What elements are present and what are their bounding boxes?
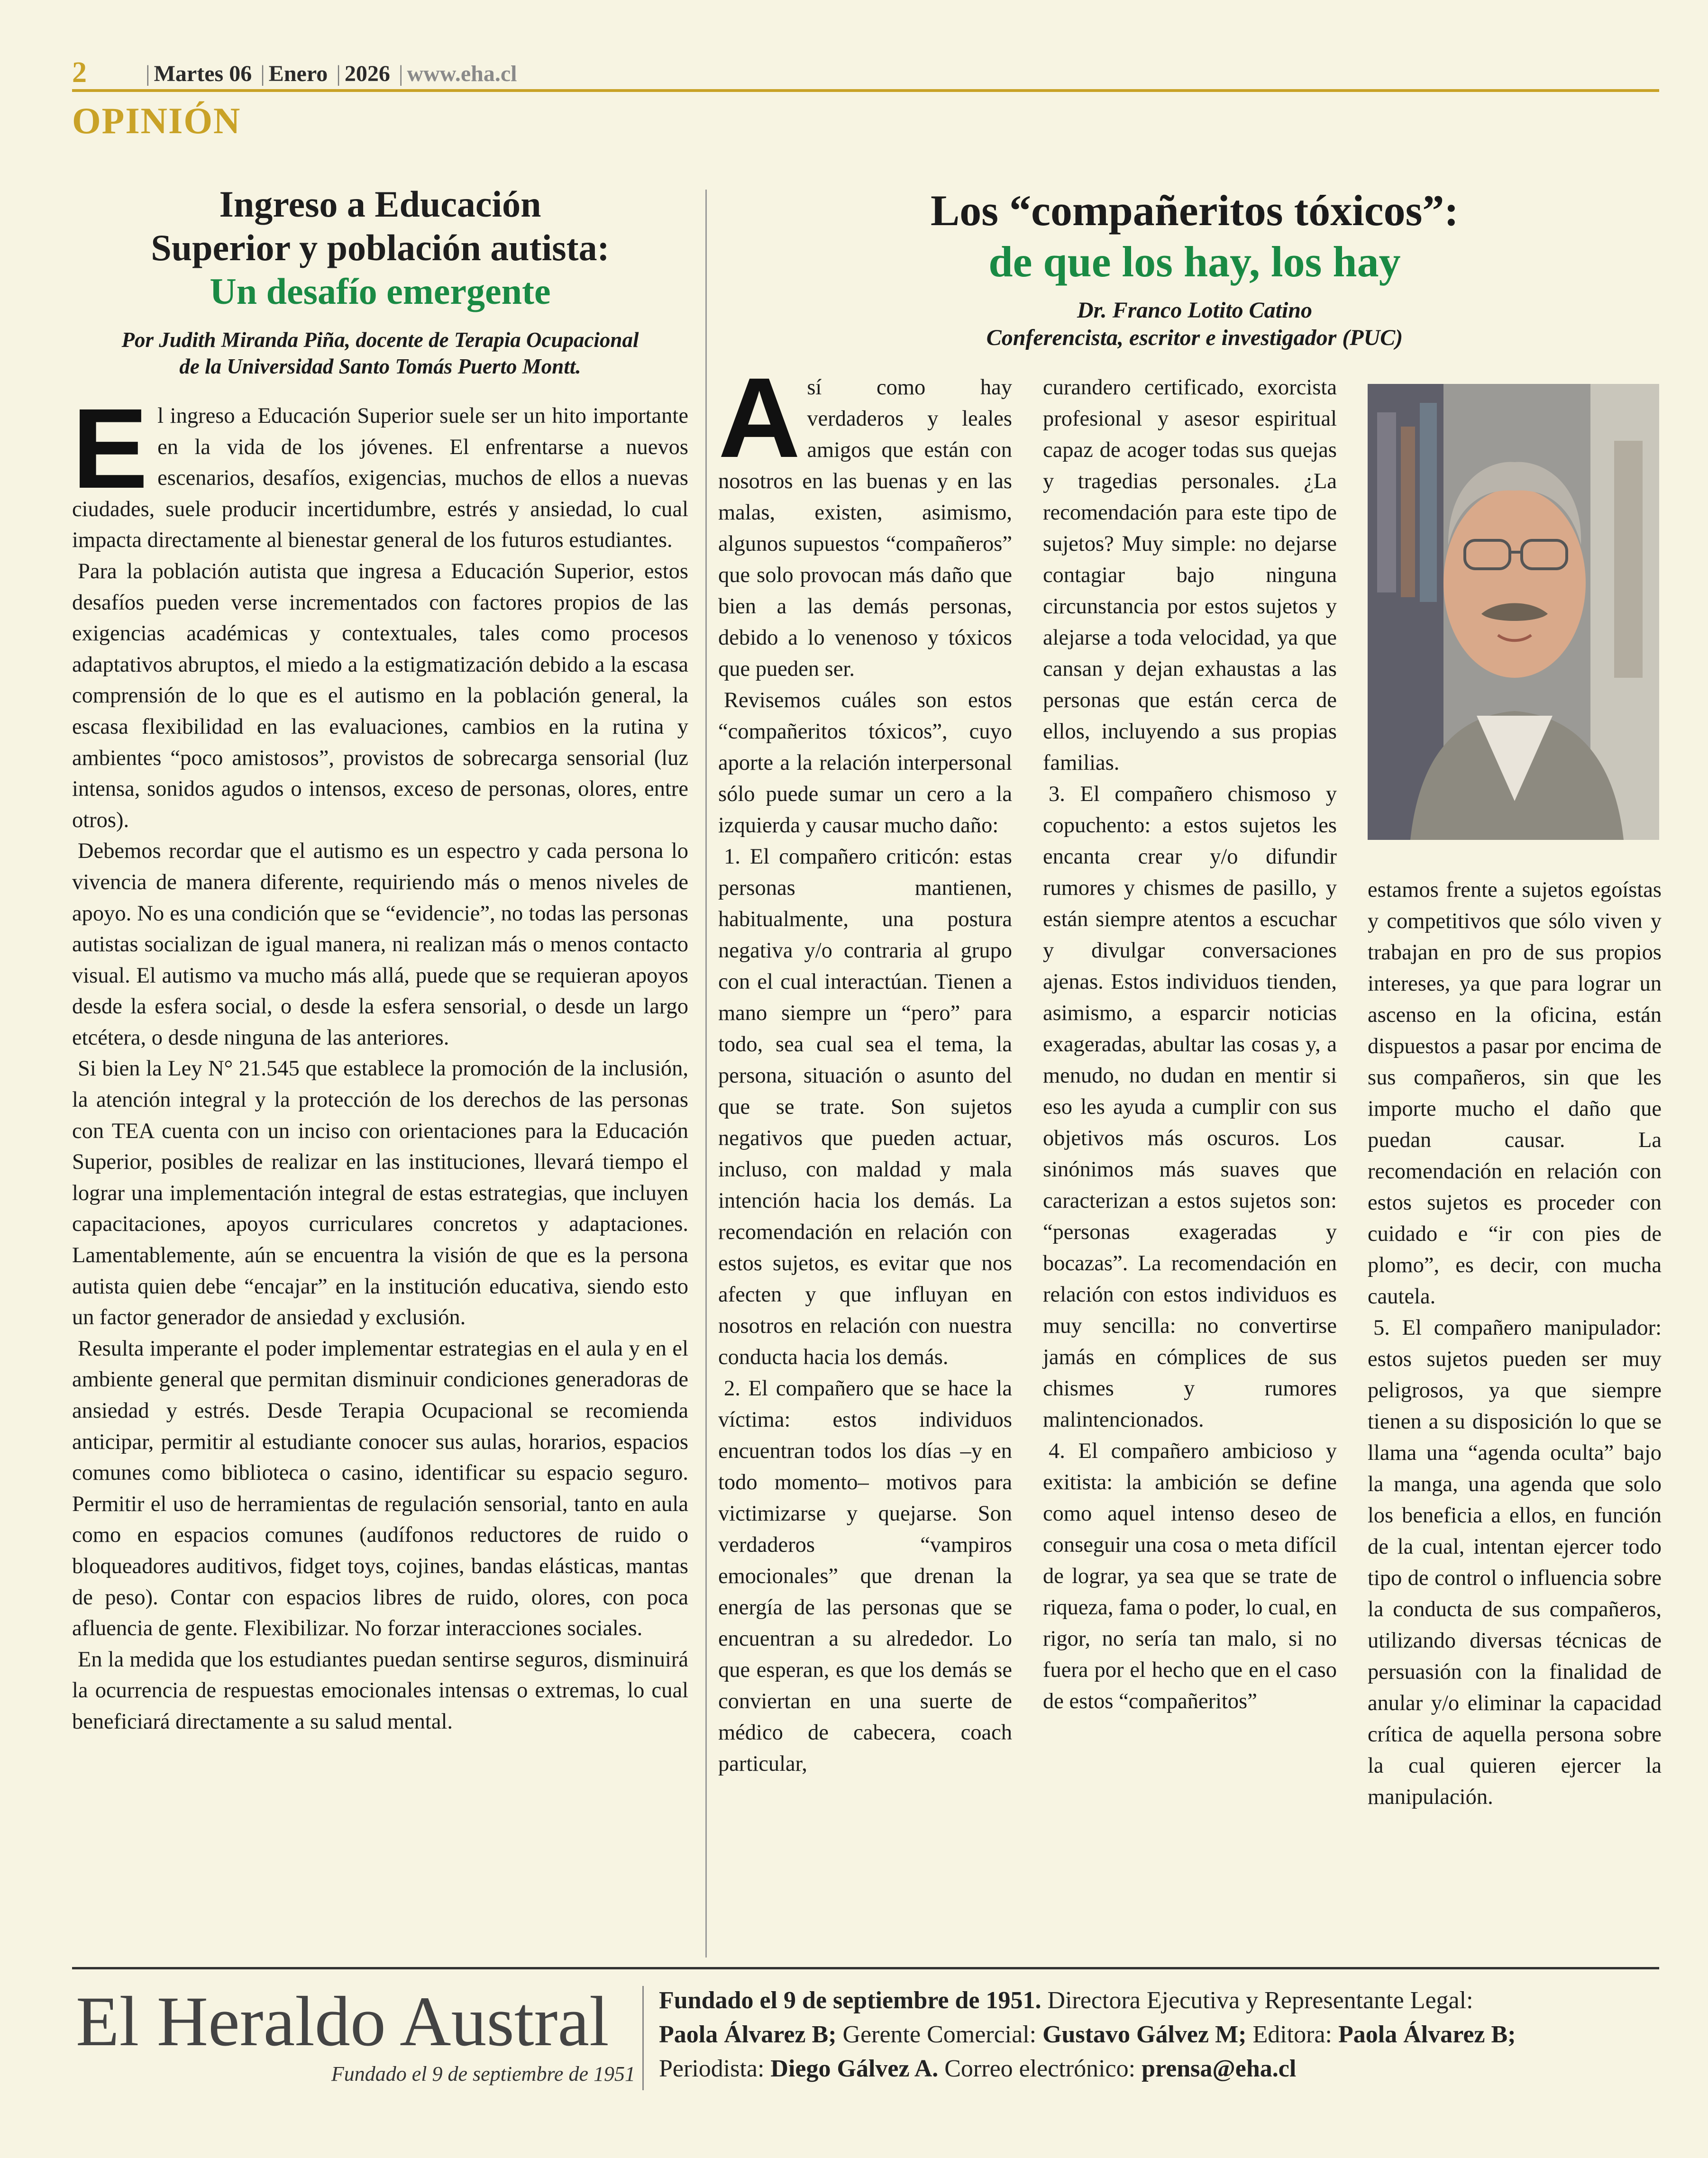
column-divider	[705, 190, 707, 1958]
right-article-headline	[730, 185, 1659, 352]
right-article-column-3	[1368, 874, 1662, 1813]
right-paragraph: curandero certificado, exorcista profesional y asesor espiritual capaz de acoger todas sus quejas y tragedias personales. ¿La recomendación para este tipo de sujetos? Muy simple: no dejarse contagiar bajo ninguna circunstancia por estos sujetos y alejarse a toda velocidad, ya que cansan y dejan exhaustas a las personas que están cerca de ellos, incluyendo a sus propias familias.	[1043, 375, 1337, 775]
footer-email-link[interactable]: prensa@eha.cl	[1142, 2055, 1297, 2082]
masthead-logo	[76, 1979, 635, 2085]
right-paragraph: 3. El compañero chismoso y copuchento: a estos sujetos les encanta crear y/o difundir rumores y chismes de pasillo, y están siempre atentos a escuchar y divulgar conversaciones ajenas. Estos individuos tienden, asimismo, a esparcir noticias exageradas, abultar las cosas y, a menudo, no dudan en mentir si eso les ayuda a cumplir con sus objetivos más oscuros. Los sinónimos más suaves que caracterizan a estos sujetos son: “personas exageradas y bocazas”. La recomendación en relación con estos individuos es muy sencilla: no convertirse jamás en cómplices de sus chismes y rumores malintencionados.	[1043, 782, 1337, 1432]
author-name: Dr. Franco Lotito Catino	[1077, 298, 1313, 323]
footer-editor-name: Paola Álvarez B;	[1338, 2021, 1516, 2048]
right-paragraph: Revisemos cuáles son estos “compañeritos tóxicos”, cuyo aporte a la relación interpersonal sólo puede sumar un cero a la izquierda y causar mucho daño:	[718, 688, 1012, 838]
author-portrait-illustration	[1368, 384, 1659, 840]
right-paragraph: 4. El compañero ambicioso y exitista: la ambición se define como aquel intenso deseo de conseguir una cosa o meta difícil de lograr, ya sea que se trate de riqueza, fama o poder, lo cual, en rigor, no sería tan malo, si no fuera por el hecho que en el caso de estos “compañeritos”	[1043, 1439, 1337, 1713]
header-rule	[72, 89, 1659, 92]
left-paragraph: En la medida que los estudiantes puedan sentirse seguros, disminuirá la ocurrencia de respuestas emocionales intensas o extremas, lo cual beneficiará directamente a su salud mental.	[72, 1647, 688, 1734]
footer-credits	[659, 1984, 1659, 2086]
left-article-headline	[72, 182, 688, 313]
page-number: 2	[72, 56, 87, 89]
right-dropcap: A	[718, 354, 801, 481]
right-article-column-1	[718, 354, 1012, 1780]
section-title: OPINIÓN	[72, 100, 241, 141]
left-article-body	[72, 385, 688, 1738]
left-title-line2: Superior y población autista:	[151, 227, 610, 268]
right-title-line1: Los “compañeritos tóxicos”:	[930, 186, 1459, 235]
footer-manager-label: Gerente Comercial:	[842, 2021, 1037, 2048]
author-role: Conferencista, escritor e investigador (PUC)	[986, 325, 1403, 350]
right-title-subtitle: de que los hay, los hay	[988, 237, 1401, 286]
left-paragraph: Resulta imperante el poder implementar estrategias en el aula y en el ambiente general que permitan disminuir condiciones generadoras de ansiedad y estrés. Desde Terapia Ocupacional se recomienda anticipar, permitir al estudiante conocer sus aulas, horarios, espacios comunes como biblioteca o casino, identificar su espacio seguro. Permitir el uso de herramientas de regulación sensorial, tanto en aula como en espacios comunes (audífonos reductores de ruido o bloqueadores auditivos, fidget toys, cojines, bandas elásticas, mantas de peso). Contar con espacios libres de ruido, olores, con poca afluencia de gente. Flexibilizar. No forzar interacciones sociales.	[72, 1336, 688, 1641]
left-dropcap: E	[72, 385, 148, 512]
footer-founded: Fundado el 9 de septiembre de 1951.	[659, 1987, 1041, 2014]
header-month: Enero	[268, 61, 328, 86]
logo-tagline: Fundado el 9 de septiembre de 1951	[331, 2062, 635, 2085]
footer-manager-name: Gustavo Gálvez M;	[1042, 2021, 1247, 2048]
footer-director-label: Directora Ejecutiva y Representante Legal:	[1047, 1987, 1473, 2014]
left-article	[72, 182, 688, 1738]
right-paragraph: estamos frente a sujetos egoístas y competitivos que sólo viven y trabajan en pro de sus propios intereses, ya que para lograr un ascenso en la oficina, están dispuestos a pasar por encima de sus compañeros, sin que les importe mucho el daño que puedan causar. La recomendación en relación con estos sujetos es proceder con cuidado e “ir con pies de plomo”, es decir, con mucha cautela.	[1368, 878, 1662, 1309]
footer-email-label: Correo electrónico:	[944, 2055, 1136, 2082]
header-year: 2026	[344, 61, 390, 86]
left-article-byline	[72, 327, 688, 380]
right-paragraph: 5. El compañero manipulador: estos sujetos pueden ser muy peligrosos, ya que siempre tienen a su disposición lo que se llama una “agenda oculta” bajo la manga, una agenda que solo los beneficia a ellos, en función de la cual, intentan ejercer todo tipo de control o influencia sobre la conducta de sus compañeros, utilizando diversas técnicas de persuasión con la finalidad de anular y/o eliminar la capacidad crítica de aquella persona sobre la cual quieren ejercer la manipulación.	[1368, 1316, 1662, 1809]
left-paragraph: Debemos recordar que el autismo es un espectro y cada persona lo vivencia de manera diferente, requiriendo más o menos niveles de apoyo. No es una condición que se “evidencie”, no todas las personas autistas socializan de igual manera, ni realizan más o menos contacto visual. El autismo va mucho más allá, puede que se requieran apoyos desde la esfera social, o desde la esfera sensorial, o desde un largo etcétera, o desde ninguna de las anteriores.	[72, 839, 688, 1050]
left-byline-line2: de la Universidad Santo Tomás Puerto Montt.	[179, 355, 581, 378]
right-article-author	[730, 297, 1659, 352]
page-header	[72, 56, 1659, 94]
footer-editor-label: Editora:	[1252, 2021, 1332, 2048]
footer-journalist-label: Periodista:	[659, 2055, 765, 2082]
right-paragraph: 1. El compañero criticón: estas personas mantienen, habitualmente, una postura negativa y/o contraria al grupo con el cual interactúan. Tienen a mano siempre un “pero” para todo, sea cual sea el tema, la persona, situación o asunto del que se trate. Son sujetos negativos que pueden actuar, incluso, con maldad y mala intención hacia los demás. La recomendación en relación con estos sujetos, es evitar que nos afecten y que influyan en nosotros en relación con nuestra conducta hacia los demás.	[718, 845, 1012, 1369]
footer-director-name: Paola Álvarez B;	[659, 2021, 837, 2048]
left-title-subtitle: Un desafío emergente	[210, 271, 551, 312]
left-byline-line1: Por Judith Miranda Piña, docente de Terapia Ocupacional	[121, 328, 639, 352]
header-day: Martes 06	[154, 61, 252, 86]
right-paragraph: sí como hay verdaderos y leales amigos que están con nosotros en las buenas y en las malas, existen, asimismo, algunos supuestos “compañeros” que solo provocan más daño que bien a las demás personas, debido a lo venenoso y tóxicos que pueden ser.	[718, 375, 1012, 681]
right-paragraph: 2. El compañero que se hace la víctima: estos individuos encuentran todos los días –y en todo momento– motivos para victimizarse y quejarse. Son verdaderos “vampiros emocionales” que drenan la energía de las personas que se encuentran a su alrededor. Lo que esperan, es que los demás se conviertan en una suerte de médico de cabecera, coach particular,	[718, 1376, 1012, 1776]
footer-journalist-name: Diego Gálvez A.	[770, 2055, 939, 2082]
left-paragraph: l ingreso a Educación Superior suele ser un hito importante en la vida de los jóvenes. El enfrentarse a nuevos escenarios, desafíos, exigencias, muchos de ellos a nuevas ciudades, suele producir incertidumbre, estrés y ansiedad, lo cual impacta directamente al bienestar general de los futuros estudiantes.	[72, 404, 688, 553]
footer-rule	[72, 1967, 1659, 1969]
left-paragraph: Para la población autista que ingresa a Educación Superior, estos desafíos pueden verse incrementados con factores propios de las exigencias académicas y contextuales, tales como procesos adaptativos abruptos, el miedo a la estigmatización debido a la escasa comprensión de lo que es el autismo en la población general, la escasa flexibilidad en las evaluaciones, cambios en la rutina y ambientes “poco amistosos”, provistos de sobrecarga sensorial (luz intensa, sonidos agudos o intensos, exceso de personas, olores, entre otros).	[72, 559, 688, 832]
header-meta: | Martes 06 | Enero | 2026 | www.eha.cl	[146, 61, 517, 86]
right-article-column-2	[1043, 372, 1337, 1717]
footer-divider	[642, 1986, 644, 2090]
author-photo	[1368, 384, 1659, 840]
header-website-link[interactable]: www.eha.cl	[407, 61, 517, 86]
left-paragraph: Si bien la Ley N° 21.545 que establece la promoción de la inclusión, la atención integral y la protección de los derechos de las personas con TEA cuenta con un inciso con orientaciones para la Educación Superior, posibles de realizar en las instituciones, llevará tiempo el lograr una implementación integral de estas estrategias, que incluyen capacitaciones, apoyos curriculares concretos y adaptaciones. Lamentablemente, aún se encuentra la visión de que es la persona autista quien debe “encajar” en la institución educativa, siendo esto un factor generador de ansiedad y exclusión.	[72, 1056, 688, 1330]
logo-wordmark: El Heraldo Austral	[76, 1982, 609, 2061]
left-title-line1: Ingreso a Educación	[219, 183, 541, 225]
